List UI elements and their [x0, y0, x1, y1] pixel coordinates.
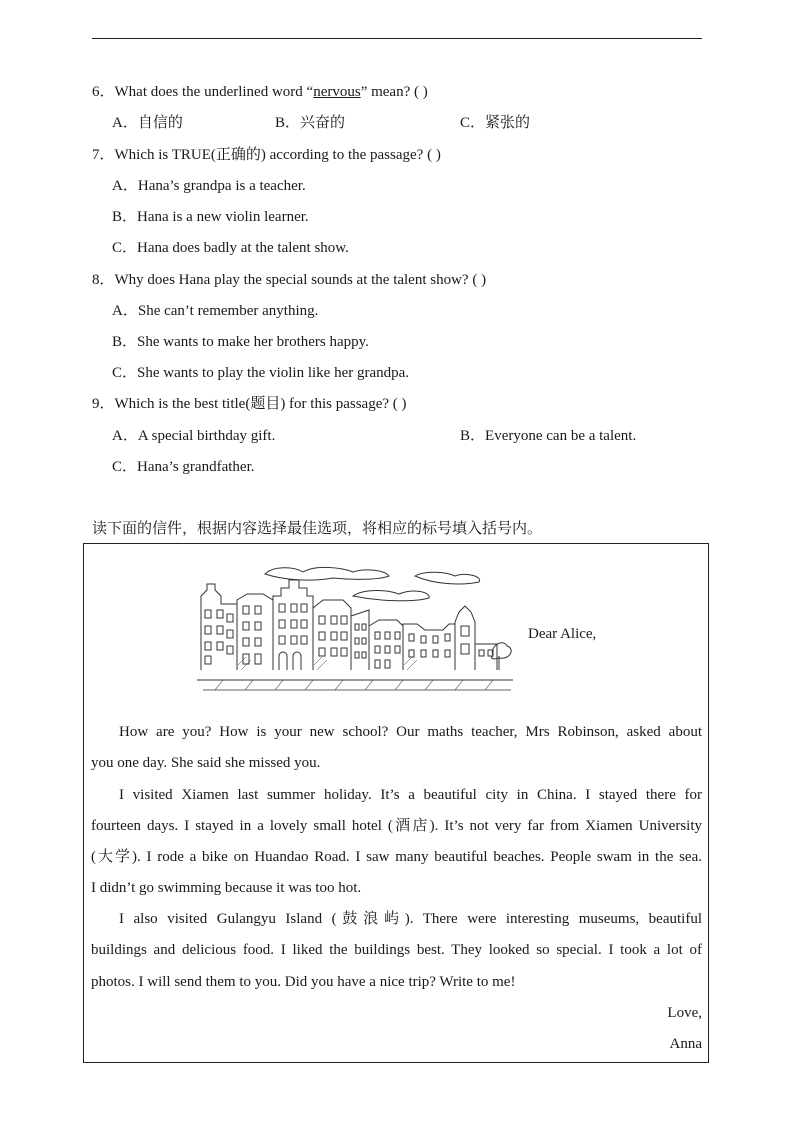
question-stem: What does the underlined word “: [114, 84, 314, 100]
option-6c: C．紧张的: [460, 115, 531, 131]
question-stem: Why does Hana play the special sounds at the talent show? ( ): [114, 272, 487, 288]
letter-line: buildings and delicious food. I liked the buildings best. They looked so special. I took a lot of: [91, 942, 702, 958]
option-6b: B．兴奋的: [275, 115, 346, 131]
question-number: 9: [92, 396, 100, 412]
letter-line: (大学). I rode a bike on Huandao Road. I saw many beautiful beaches. People swam in the sea.: [91, 849, 702, 865]
letter-line: I also visited Gulangyu Island (鼓浪屿). There were interesting museums, beautiful: [119, 911, 702, 927]
option-6a: A．自信的: [112, 115, 183, 131]
option-8c: C．She wants to play the violin like her grandpa.: [112, 365, 410, 381]
city-buildings-illustration: [193, 560, 523, 692]
tree-icon: [491, 643, 511, 670]
question-8: 8．Why does Hana play the special sounds at the talent show? ( ): [92, 272, 487, 288]
question-number: 6: [92, 84, 100, 100]
question-stem: Which is the best title(题目) for this passage? ( ): [114, 396, 407, 412]
option-9c: C．Hana’s grandfather.: [112, 459, 255, 475]
letter-line: fourteen days. I stayed in a lovely small hotel (酒店). It’s not very far from Xiamen University: [91, 818, 702, 834]
question-number: 8: [92, 272, 100, 288]
question-number: 7: [92, 147, 100, 163]
letter-signature: Anna: [669, 1036, 702, 1052]
letter-line: I didn’t go swimming because it was too hot.: [91, 880, 362, 896]
option-7b: B．Hana is a new violin learner.: [112, 209, 309, 225]
option-8a: A．She can’t remember anything.: [112, 303, 319, 319]
letter-line: you one day. She said she missed you.: [91, 755, 321, 771]
question-stem-end: ” mean? ( ): [360, 84, 428, 100]
letter-line: How are you? How is your new school? Our maths teacher, Mrs Robinson, asked about: [119, 724, 702, 740]
cloud-icon: [353, 591, 429, 601]
header-rule: [92, 38, 702, 39]
option-8b: B．She wants to make her brothers happy.: [112, 334, 369, 350]
question-7: 7．Which is TRUE(正确的) according to the passage? ( ): [92, 147, 441, 163]
letter-greeting: Dear Alice,: [528, 626, 597, 642]
underlined-word: nervous: [313, 84, 361, 100]
letter-line: photos. I will send them to you. Did you have a nice trip? Write to me!: [91, 974, 516, 990]
cloud-icon: [415, 572, 480, 584]
section-instruction: 读下面的信件，根据内容选择最佳选项，将相应的标号填入括号内。: [92, 521, 543, 537]
option-7a: A．Hana’s grandpa is a teacher.: [112, 178, 306, 194]
letter-line: I visited Xiamen last summer holiday. It’s a beautiful city in China. I stayed there for: [119, 787, 702, 803]
letter-closing: Love,: [667, 1005, 702, 1021]
question-9: 9．Which is the best title(题目) for this passage? ( ): [92, 396, 407, 412]
option-7c: C．Hana does badly at the talent show.: [112, 240, 349, 256]
option-9b: B．Everyone can be a talent.: [460, 428, 637, 444]
question-stem: Which is TRUE(正确的) according to the passage? ( ): [114, 147, 441, 163]
cloud-icon: [265, 567, 389, 580]
question-6: 6．What does the underlined word “nervous” mean? ( ): [92, 84, 428, 100]
option-9a: A．A special birthday gift.: [112, 428, 276, 444]
